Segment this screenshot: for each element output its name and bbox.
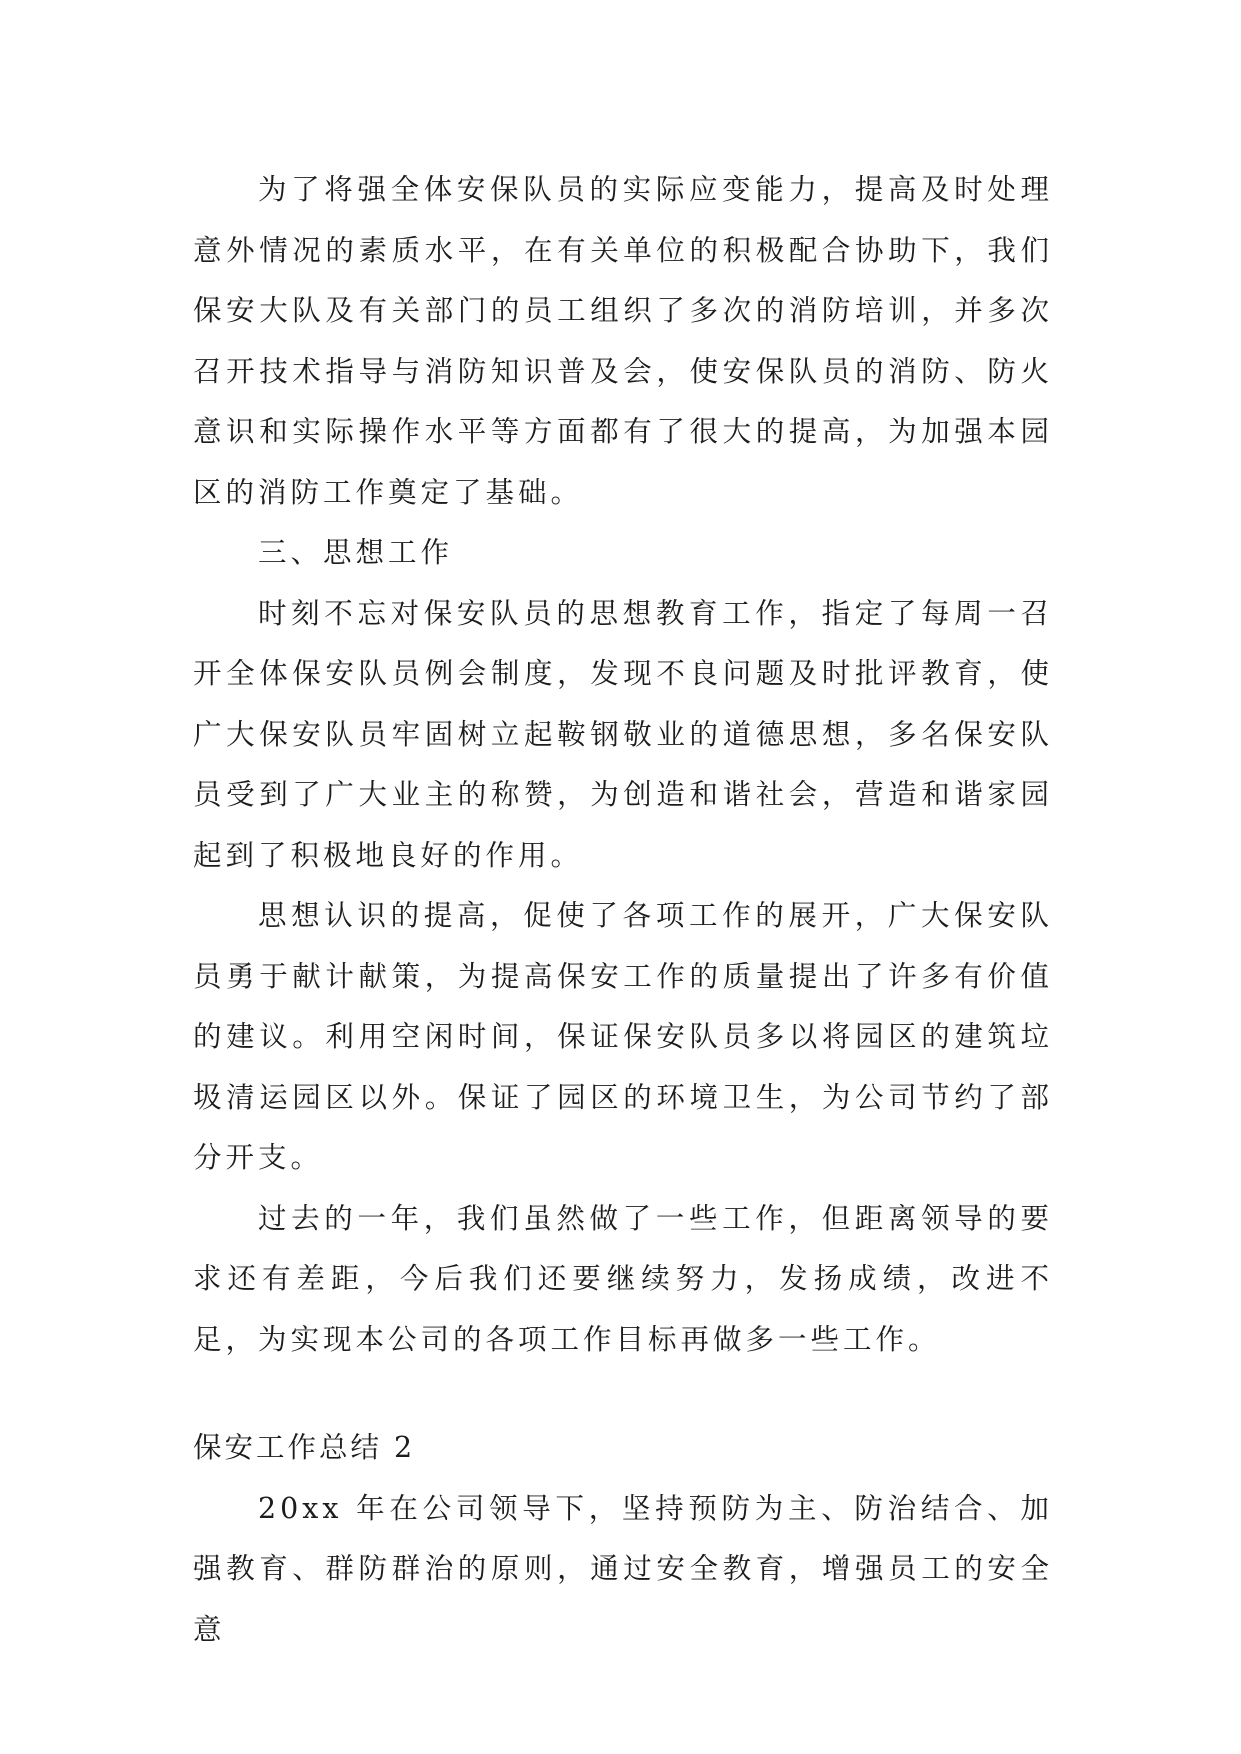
paragraph-year-review: 过去的一年，我们虽然做了一些工作，但距离领导的要求还有差距，今后我们还要继续努力，发扬成绩，改进不足，为实现本公司的各项工作目标再做多一些工作。 — [193, 1201, 1053, 1356]
paragraph-ideology-education: 时刻不忘对保安队员的思想教育工作，指定了每周一召开全体保安队员例会制度，发现不良问题及时批评教育，使广大保安队员牢固树立起鞍钢敬业的道德思想，多名保安队员受到了广大业主的称赞，为创造和谐社会，营造和谐家园起到了积极地良好的作用。 — [193, 596, 1053, 872]
document-body — [193, 160, 1053, 1660]
paragraph-fire-training: 为了将强全体安保队员的实际应变能力，提高及时处理意外情况的素质水平，在有关单位的积极配合协助下，我们保安大队及有关部门的员工组织了多次的消防培训，并多次召开技术指导与消防知识普及会，使安保队员的消防、防火意识和实际操作水平等方面都有了很大的提高，为加强本园区的消防工作奠定了基础。 — [193, 173, 1053, 509]
section-title-summary-2: 保安工作总结 2 — [193, 1431, 416, 1464]
paragraph-summary-2-intro: 20xx 年在公司领导下，坚持预防为主、防治结合、加强教育、群防群治的原则，通过安全教育，增强员工的安全意 — [193, 1491, 1053, 1646]
paragraph-awareness-improvement: 思想认识的提高，促使了各项工作的展开，广大保安队员勇于献计献策，为提高保安工作的质量提出了许多有价值的建议。利用空闲时间，保证保安队员多以将园区的建筑垃圾清运园区以外。保证了园区的环境卫生，为公司节约了部分开支。 — [193, 899, 1053, 1174]
heading-ideology-work: 三、思想工作 — [258, 536, 454, 569]
